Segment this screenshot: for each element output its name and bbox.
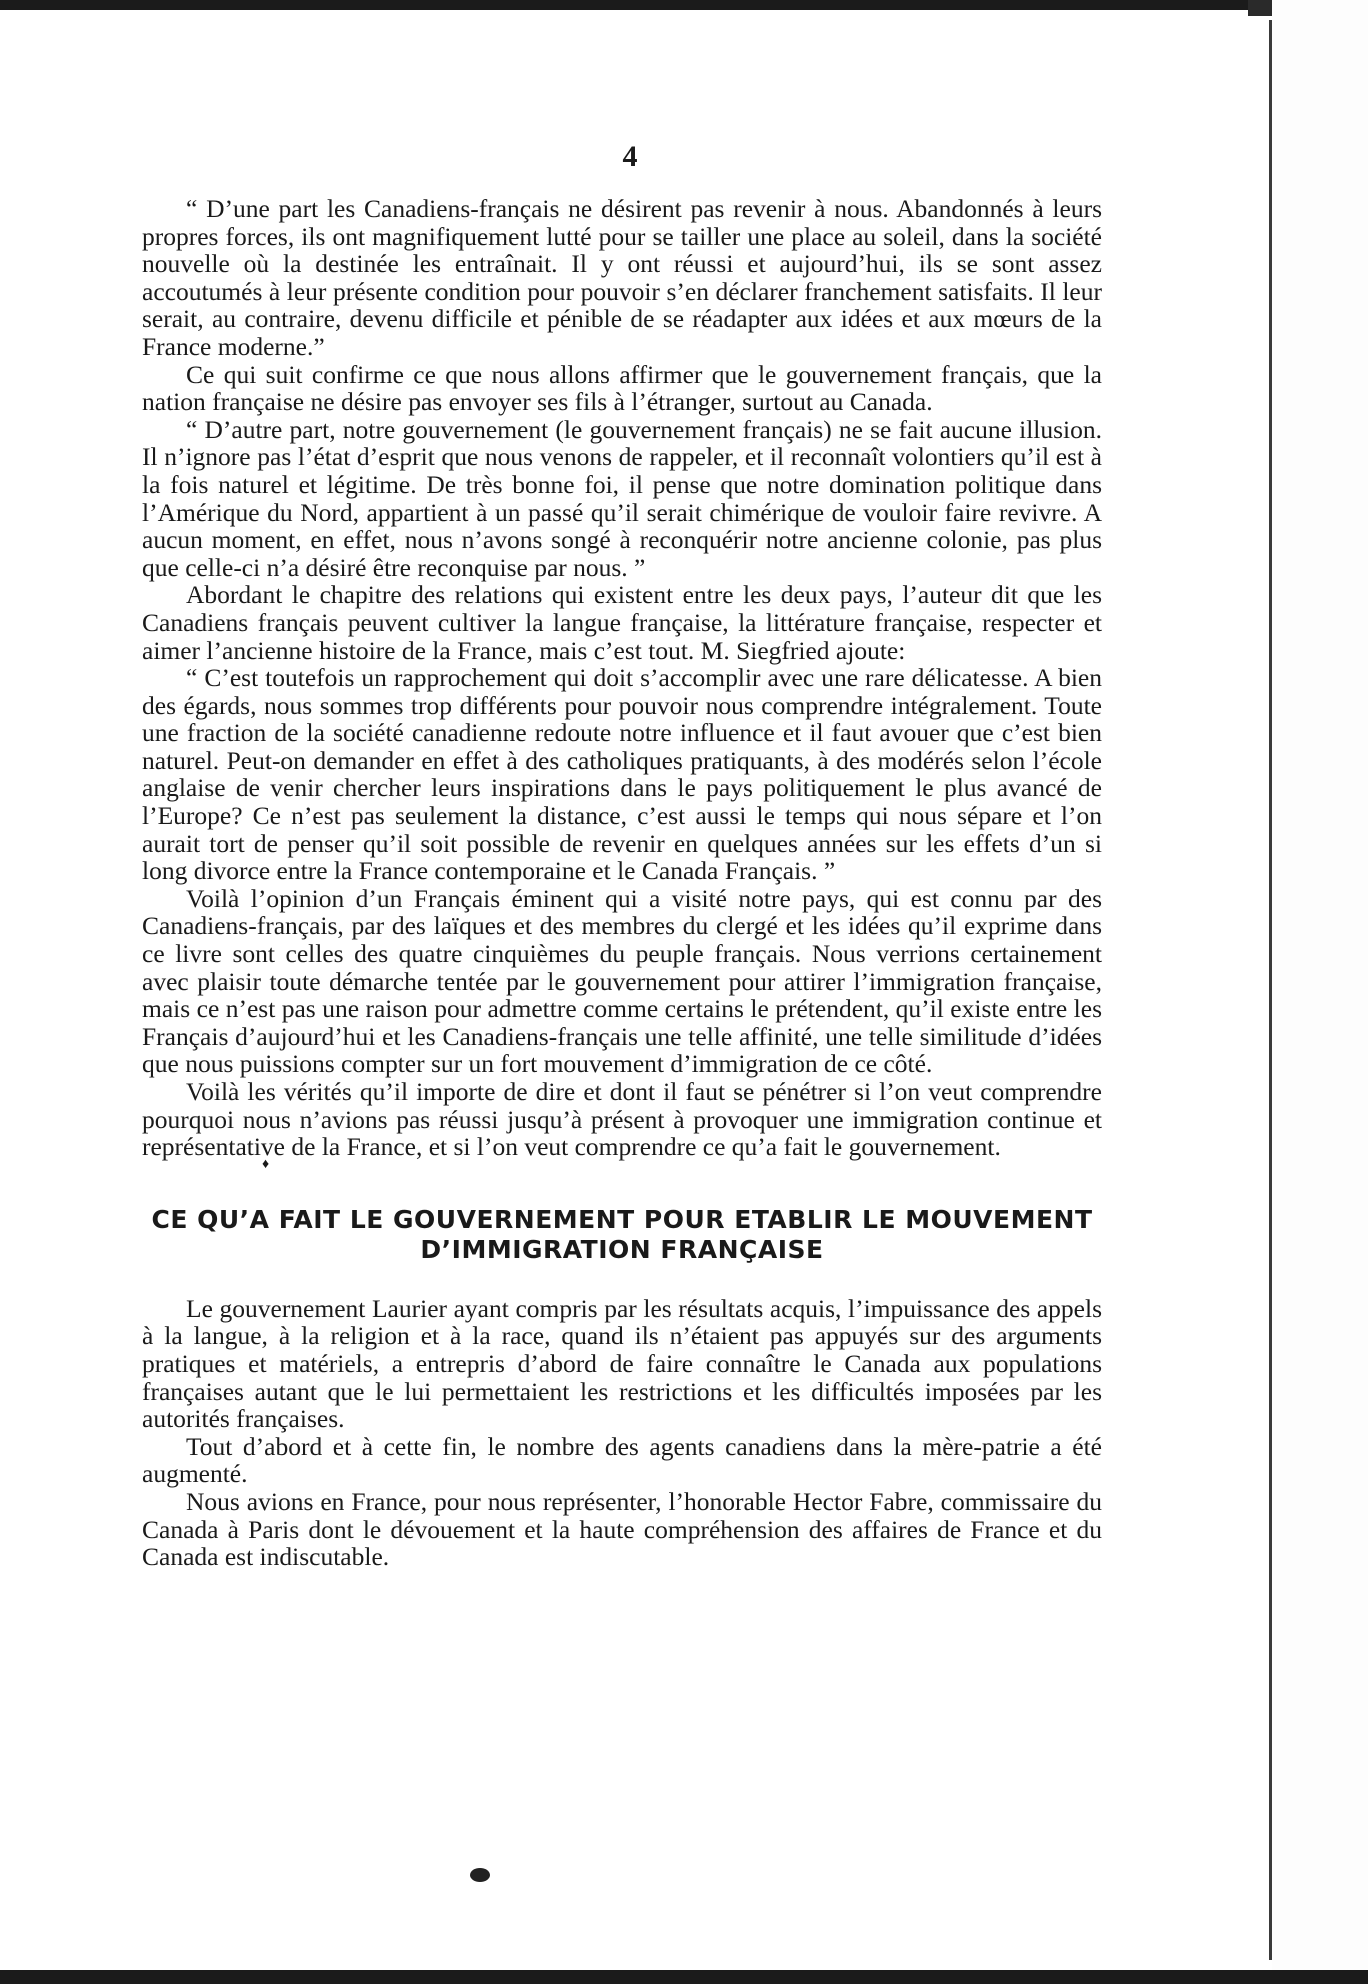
separator-dot-icon: ♦: [262, 1156, 270, 1172]
section-heading-line-2: D’IMMIGRATION FRANÇAISE: [420, 1234, 824, 1264]
paragraph: “ D’autre part, notre gouvernement (le gouvernement français) ne se fait aucune illusion. Il n’ignore pas l’état d’esprit que nous venons de rappeler, et il reconnaît volontiers qu’il est à la fois naturel et légitime. De très bonne foi, il pense que notre domination politique dans l’Amérique du Nord, appartient à un passé qu’il serait chimérique de vouloir faire revivre. A aucun moment, en effet, nous n’avons songé à reconquérir notre ancienne colonie, pas plus que celle-ci n’a désiré être reconquise par nous. ”: [142, 414, 1102, 582]
scan-top-border: [0, 0, 1368, 10]
section-heading-line-1: CE QU’A FAIT LE GOUVERNEMENT POUR ETABLIR LE MOUVEMENT: [151, 1204, 1093, 1234]
section-body: [142, 1295, 1102, 1571]
scan-right-margin: [1272, 0, 1368, 1984]
section-heading: [142, 1205, 1102, 1265]
ink-blot-ornament: [470, 1868, 490, 1882]
page-number: 4: [622, 140, 638, 173]
paragraph: Tout d’abord et à cette fin, le nombre des agents canadiens dans la mère-patrie a été augmenté.: [142, 1431, 1102, 1489]
paragraph: Le gouvernement Laurier ayant compris par les résultats acquis, l’impuissance des appels à la langue, à la religion et à la race, quand ils n’étaient pas appuyés sur des arguments pratiques et matériels, a entrepris d’abord de faire connaître le Canada aux populations françaises autant que le lui permettaient les restrictions et les difficultés imposées par les autorités françaises.: [142, 1293, 1102, 1434]
paragraph: Voilà les vérités qu’il importe de dire et dont il faut se pénétrer si l’on veut comprendre pourquoi nous n’avions pas réussi jusqu’à présent à provoquer une immigration continue et représentative de la France, et si l’on veut comprendre ce qu’a fait le gouvernement.: [142, 1077, 1102, 1162]
scan-bottom-border: [0, 1970, 1368, 1984]
paragraph: “ D’une part les Canadiens-français ne désirent pas revenir à nous. Abandonnés à leurs propres forces, ils ont magnifiquement lutté pour se tailler une place au soleil, dans la société nouvelle où la destinée les entraînait. Il y ont réussi et aujourd’hui, ils se sont assez accoutumés à leur présente condition pour pouvoir s’en déclarer franchement satisfaits. Il leur serait, au contraire, devenu difficile et pénible de se réadapter aux idées et aux mœurs de la France moderne.”: [142, 194, 1102, 361]
paragraph: “ C’est toutefois un rapprochement qui doit s’accomplir avec une rare délicatesse. A bien des égards, nous sommes trop différents pour pouvoir nous comprendre intégralement. Toute une fraction de la société canadienne redoute notre influence et il faut avouer que c’est bien naturel. Peut-on demander en effet à des catholiques pratiquants, à des modérés selon l’école anglaise de venir chercher leurs inspirations dans le pays politiquement le plus avancé de l’Europe? Ce n’est pas seulement la distance, c’est aussi le temps qui nous sépare et l’on aurait tort de penser qu’il soit possible de revenir en quelques années sur les effets d’un si long divorce entre la France contemporaine et le Canada Français. ”: [142, 663, 1102, 886]
paragraph: Nous avions en France, pour nous représenter, l’honorable Hector Fabre, commissaire du Canada à Paris dont le dévouement et la haute compréhension des affaires de France et du Canada est indiscutable.: [142, 1486, 1102, 1572]
paragraph: Abordant le chapitre des relations qui existent entre les deux pays, l’auteur dit que les Canadiens français peuvent cultiver la langue française, la littérature française, respecter et aimer l’ancienne histoire de la France, mais c’est tout. M. Siegfried ajoute:: [142, 580, 1102, 665]
paragraph: Voilà l’opinion d’un Français éminent qui a visité notre pays, qui est connu par des Canadiens-français, par des laïques et des membres du clergé et les idées qu’il exprime dans ce livre sont celles des quatre cinquièmes du peuple français. Nous verrions certainement avec plaisir toute démarche tentée par le gouvernement pour attirer l’immigration française, mais ce n’est pas une raison pour admettre comme certains le prétendent, qu’il existe entre les Français d’aujourd’hui et les Canadiens-français une telle affinité, une telle similitude d’idées que nous puissions compter sur un fort mouvement d’immigration de ce côté.: [142, 883, 1102, 1079]
paragraph: Ce qui suit confirme ce que nous allons affirmer que le gouvernement français, que la nation française ne désire pas envoyer ses fils à l’étranger, surtout au Canada.: [142, 359, 1102, 417]
page-body: [142, 195, 1102, 1571]
scan-right-edge-line: [1269, 20, 1272, 1960]
